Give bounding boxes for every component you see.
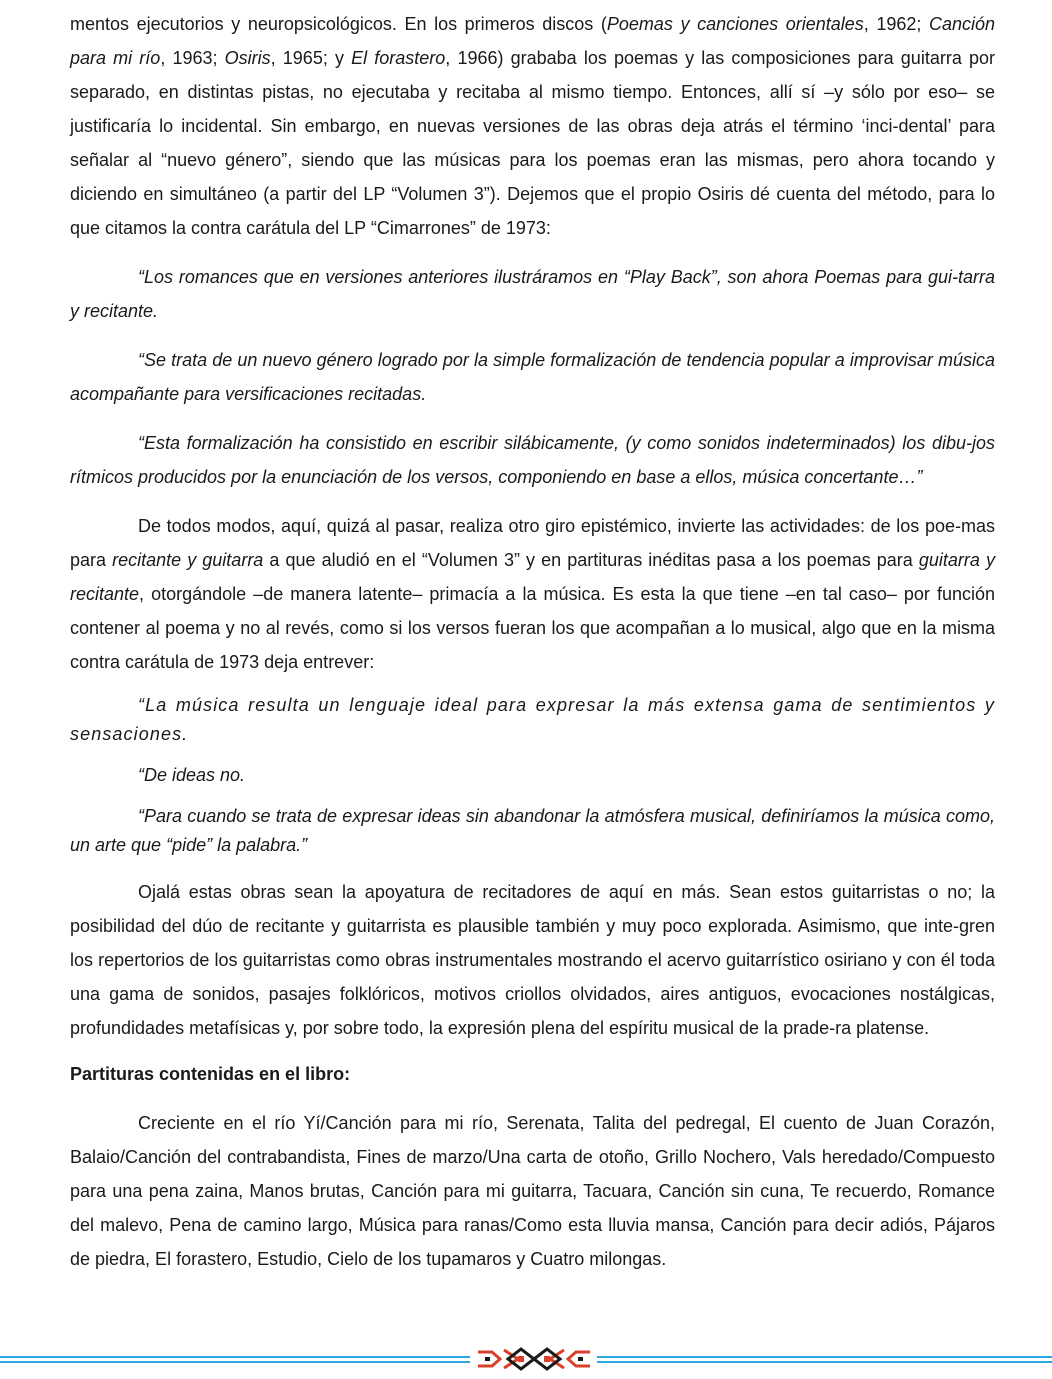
paragraph-3: Ojalá estas obras sean la apoyatura de recitadores de aquí en más. Sean estos guitarristas o no; la posibilidad del dúo de recitante y guitarrista es plausible también y muy poco explorada. Asimismo, que inte-gren los repertorios de los guitarristas como obras instrumentales mostrando el acervo guitarrístico osiriano y con él toda una gama de sonidos, pasajes folklóricos, motivos criollos olvidados, aires antiguos, evocaciones nostálgicas, profundidades metafísicas y, por sobre todo, la expresión plena del espíritu musical de la prade-ra platense.	[70, 882, 995, 1038]
footer-rule-left	[0, 1356, 470, 1366]
quote-musica-lenguaje: “La música resulta un lenguaje ideal para expresar la más extensa gama de sentimientos y sensaciones.	[70, 695, 995, 744]
page-footer	[0, 1344, 1052, 1374]
paragraph-1: mentos ejecutorios y neuropsicológicos. En los primeros discos (Poemas y canciones orientales, 1962; Canción para mi río, 1963; Osiris, 1965; y El forastero, 1966) grababa los poemas y las composiciones para guitarra por separado, en distintas pistas, no ejecutaba y recitaba al mismo tiempo. Entonces, allí sí –y sólo por eso– se justificaría lo incidental. Sin embargo, en nuevas versiones de las obras deja atrás el término ‘inci-dental’ para señalar al “nuevo género”, siendo que las músicas para los poemas eran las mismas, pero ahora tocando y diciendo en simultáneo (a partir del LP “Volumen 3”). Dejemos que el propio Osiris dé cuenta del método, para lo que citamos la contra carátula del LP “Cimarrones” de 1973:	[70, 14, 996, 238]
paragraph-2: De todos modos, aquí, quizá al pasar, realiza otro giro epistémico, invierte las actividades: de los poe-mas para recitante y guitarra a que aludió en el “Volumen 3” y en partituras inéditas pasa a los poemas para guitarra y recitante, otorgándole –de manera latente– primacía a la música. Es esta la que tiene –en tal caso– por función contener al poema y no al revés, como si los versos fueran los que acompañan a lo musical, algo que en la misma contra carátula de 1973 deja entrever:	[70, 516, 995, 672]
quote-formalizacion: “Esta formalización ha consistido en escribir silábicamente, (y como sonidos indeterminados) los dibu-jos rítmicos producidos por la enunciación de los versos, componiendo en base a ellos, música concertante…”	[70, 433, 995, 487]
andean-diamond-pattern-icon	[474, 1344, 594, 1374]
quote-de-ideas-no: “De ideas no.	[138, 765, 246, 785]
quote-nuevo-genero: “Se trata de un nuevo género logrado por la simple formalización de tendencia popular a improvisar música acompañante para versificaciones recitadas.	[70, 350, 995, 404]
quote-arte-pide-palabra: “Para cuando se trata de expresar ideas sin abandonar la atmósfera musical, definiríamos la música como, un arte que “pide” la palabra.”	[70, 806, 995, 855]
section-heading: Partituras contenidas en el libro:	[70, 1064, 351, 1084]
document-body	[70, 7, 995, 1276]
footer-rule-right	[597, 1356, 1052, 1366]
quote-play-back: “Los romances que en versiones anteriores ilustráramos en “Play Back”, son ahora Poemas para gui-tarra y recitante.	[70, 267, 995, 321]
paragraph-scores-list: Creciente en el río Yí/Canción para mi río, Serenata, Talita del pedregal, El cuento de Juan Corazón, Balaio/Canción del contrabandista, Fines de marzo/Una carta de otoño, Grillo Nochero, Vals heredado/Compuesto para una pena zaina, Manos brutas, Canción para mi guitarra, Tacuara, Canción sin cuna, Te recuerdo, Romance del malevo, Pena de camino largo, Música para ranas/Como esta lluvia mansa, Canción para decir adiós, Pájaros de piedra, El forastero, Estudio, Cielo de los tupamaros y Cuatro milongas.	[70, 1113, 995, 1269]
